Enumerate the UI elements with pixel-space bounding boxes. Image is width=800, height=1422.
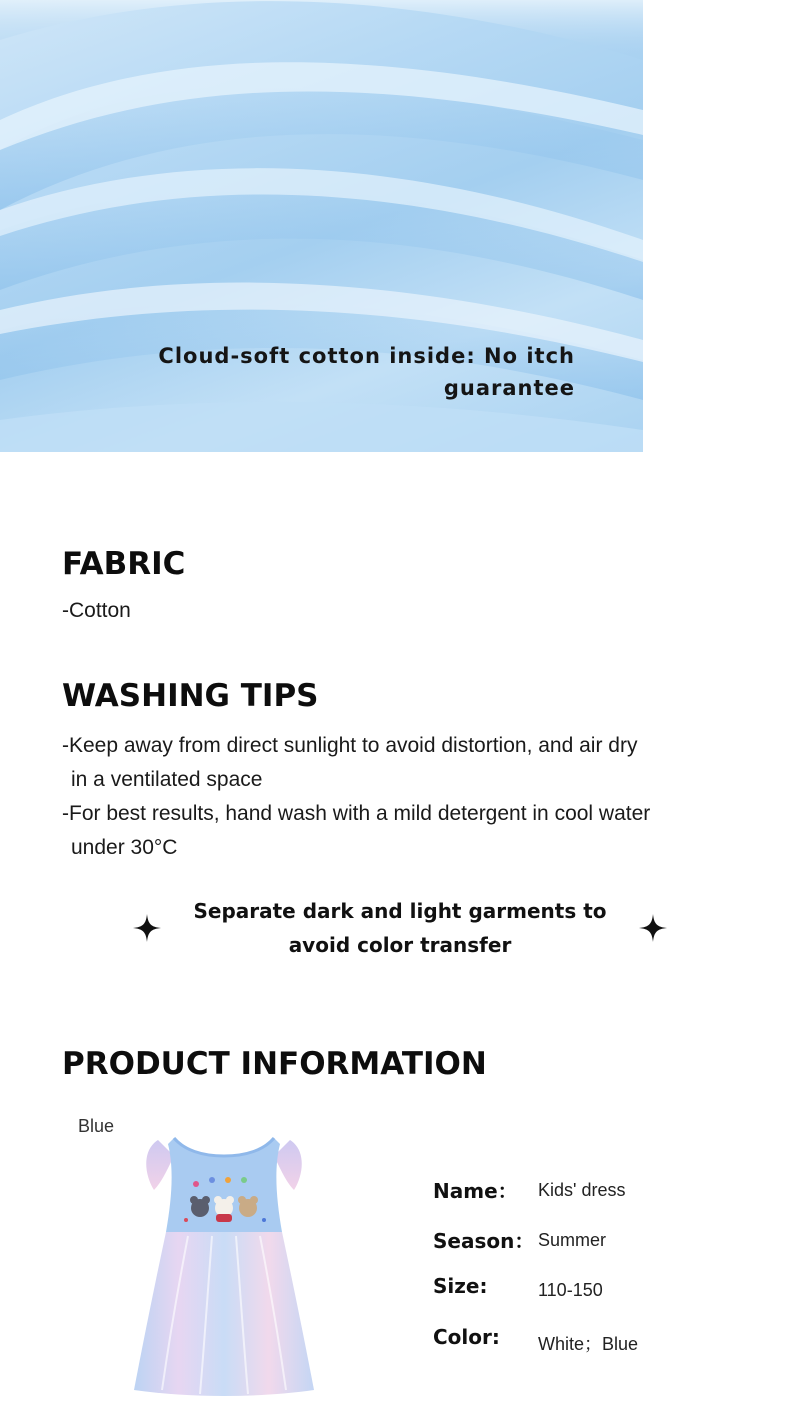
washing-tip-item [62, 729, 637, 797]
spec-value-season: Summer [538, 1230, 607, 1250]
fabric-item: -Cotton [62, 599, 131, 622]
washing-note-line: avoid color transfer [288, 933, 512, 957]
hero-caption [115, 340, 575, 404]
dress-image [128, 1128, 320, 1398]
washing-note [190, 894, 610, 962]
washing-tip-line: in a ventilated space [71, 768, 263, 791]
washing-tip-item [62, 797, 650, 865]
spec-value-color: White；Blue [538, 1334, 639, 1354]
fabric-closeup-image [0, 0, 643, 452]
variant-label: Blue [78, 1116, 115, 1136]
spec-label-name: Name： [433, 1179, 518, 1203]
hero-caption-line: guarantee [443, 376, 575, 400]
spec-value-size: 110-150 [538, 1280, 603, 1300]
spec-value-name: Kids' dress [538, 1180, 626, 1200]
washing-tip-line: under 30°C [71, 836, 178, 859]
hero-caption-line: Cloud-soft cotton inside: No itch [158, 344, 575, 368]
washing-note-line: Separate dark and light garments to [193, 899, 607, 923]
spec-label-season: Season： [433, 1229, 535, 1253]
fabric-heading: FABRIC [62, 546, 186, 582]
product-info-heading: PRODUCT INFORMATION [62, 1046, 487, 1082]
four-point-star-icon [639, 914, 667, 942]
washing-tip-line: -Keep away from direct sunlight to avoid distortion, and air dry [62, 734, 638, 757]
washing-tips-heading: WASHING TIPS [62, 678, 319, 714]
spec-label-color: Color: [433, 1325, 500, 1349]
four-point-star-icon [133, 914, 161, 942]
washing-tip-line: -For best results, hand wash with a mild detergent in cool water [62, 802, 651, 825]
spec-label-size: Size: [433, 1274, 488, 1298]
